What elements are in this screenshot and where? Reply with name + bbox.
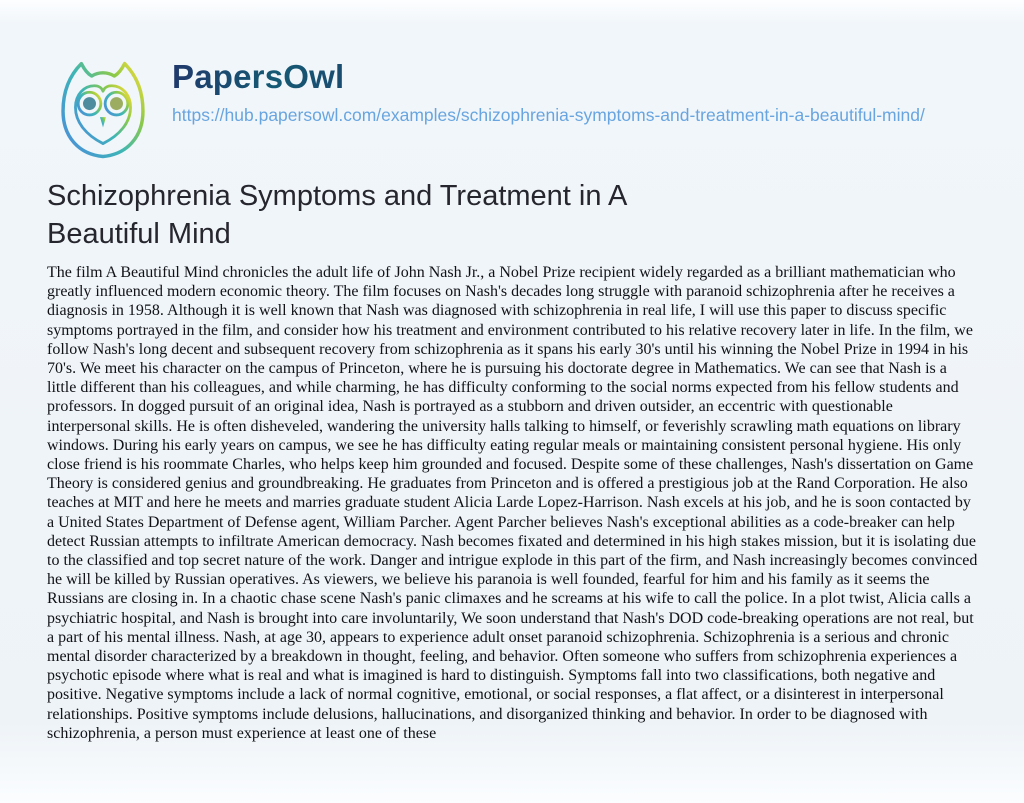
- papersowl-logo[interactable]: [47, 55, 159, 163]
- header-text-block: [172, 55, 925, 127]
- article-title: Schizophrenia Symptoms and Treatment in A Beautiful Mind: [47, 180, 626, 250]
- owl-icon: [47, 55, 159, 163]
- article-body-text: The film A Beautiful Mind chronicles the adult life of John Nash Jr., a Nobel Prize recipient widely regarded as a brilliant mathematician who greatly influenced modern economic theory. The film focuses on Nash's decades long struggle with paranoid schizophrenia after he receives a diagnosis in 1958. Although it is well known that Nash was diagnosed with schizophrenia in real life, I will use this paper to discuss specific symptoms portrayed in the film, and consider how his treatment and environment contributed to his relative recovery later in life. In the film, we follow Nash's long decent and subsequent recovery from schizophrenia as it spans his early 30's until his winning the Nobel Prize in 1994 in his 70's. We meet his character on the campus of Princeton, where he is pursuing his doctorate degree in Mathematics. We can see that Nash is a little different than his colleagues, and while charming, he has difficulty conforming to the social norms expected from his fellow students and professors. In dogged pursuit of an original idea, Nash is portrayed as a stubborn and driven outsider, an eccentric with questionable interpersonal skills. He is often disheveled, wandering the university halls talking to himself, or feverishly scrawling math equations on library windows. During his early years on campus, we see he has difficulty eating regular meals or maintaining consistent personal hygiene. His only close friend is his roommate Charles, who helps keep him grounded and focused. Despite some of these challenges, Nash's dissertation on Game Theory is considered genius and groundbreaking. He graduates from Princeton and is offered a prestigious job at the Rand Corporation. He also teaches at MIT and here he meets and marries graduate student Alicia Larde Lopez-Harrison. Nash excels at his job, and he is soon contacted by a United States Department of Defense agent, William Parcher. Agent Parcher believes Nash's exceptional abilities as a code-breaker can help detect Russian attempts to infiltrate American democracy. Nash becomes fixated and determined in his high stakes mission, but it is isolating due to the classified and top secret nature of the work. Danger and intrigue explode in this part of the firm, and Nash increasingly becomes convinced he will be killed by Russian operatives. As viewers, we believe his paranoia is well founded, fearful for him and his family as it seems the Russians are closing in. In a chaotic chase scene Nash's panic climaxes and he screams at his wife to call the police. In a plot twist, Alicia calls a psychiatric hospital, and Nash is brought into care involuntarily, We soon understand that Nash's DOD code-breaking operations are not real, but a part of his mental illness. Nash, at age 30, appears to experience adult onset paranoid schizophrenia. Schizophrenia is a serious and chronic mental disorder characterized by a breakdown in thought, feeling, and behavior. Often someone who suffers from schizophrenia experiences a psychotic episode where what is real and what is imagined is hard to distinguish. Symptoms fall into two classifications, both negative and positive. Negative symptoms include a lack of normal cognitive, emotional, or social responses, a flat affect, or a disinterest in interpersonal relationships. Positive symptoms include delusions, hallucinations, and disorganized thinking and behavior. In order to be diagnosed with schizophrenia, a person must experience at least one of these: [47, 264, 978, 742]
- page-url-link[interactable]: https://hub.papersowl.com/examples/schizophrenia-symptoms-and-treatment-in-a-beautiful-mind/: [172, 105, 925, 125]
- brand-name[interactable]: PapersOwl: [172, 58, 345, 95]
- site-header: [47, 55, 977, 163]
